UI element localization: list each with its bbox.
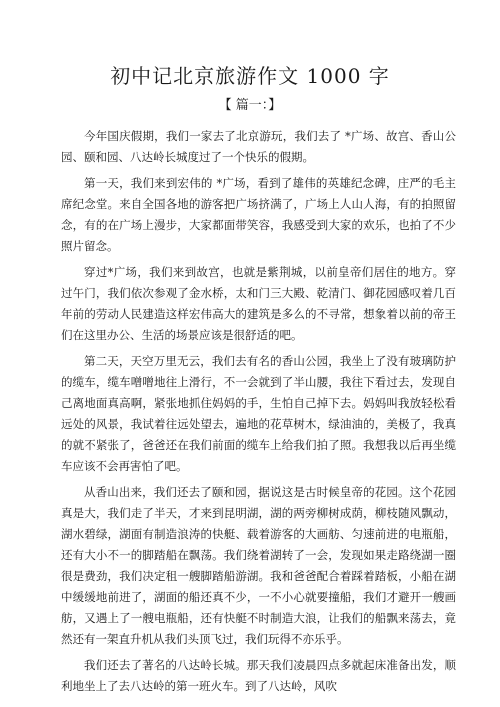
paragraph: 今年国庆假期，我们一家去了北京游玩，我们去了 *广场、故宫、香山公园、颐和园、八达岭长城度过了一个快乐的假期。 bbox=[61, 129, 456, 164]
paragraph: 第一天，我们来到宏伟的 *广场，看到了雄伟的英雄纪念碑，庄严的毛主席纪念堂。来自全国各地的游客把广场挤满了，广场上人山人海，有的拍照留念，有的在广场上漫步，大家都面带笑容，我感受到大家的欢乐，也拍了不少照片留念。 bbox=[61, 176, 456, 253]
paragraph: 穿过*广场，我们来到故宫，也就是紫荆城，以前皇帝们居住的地方。穿过午门，我们依次参观了金水桥，太和门三大殿、乾清门、御花园感叹着几百年前的劳动人民建造这样宏伟高大的建筑是多么的不寻常，想象着以前的帝王们在这里办公、生活的场景应该是很舒适的吧。 bbox=[61, 265, 456, 342]
paragraph: 第二天，天空万里无云，我们去有名的香山公园，我坐上了没有玻璃防护的缆车，缆车噌噌地往上滑行，不一会就到了半山腰，我往下看过去，发现自己离地面真高啊，紧张地抓住妈妈的手，生怕自己掉下去。妈妈叫我放轻松看远处的风景，我试着往远处望去，遍地的花草树木，绿油油的，美极了，我真的就不紧张了，爸爸还在我们前面的缆车上给我们拍了照。我想我以后再坐缆车应该不会再害怕了吧。 bbox=[61, 354, 456, 473]
document-body bbox=[61, 126, 456, 702]
paragraph: 从香山出来，我们还去了颐和园，据说这是古时候皇帝的花园。这个花园真是大，我们走了半天，才来到昆明湖，湖的两旁柳树成荫，柳枝随风飘动，湖水碧绿，湖面有制造浪涛的快艇、载着游客的大画舫、匀速前进的电瓶船，还有大小不一的脚踏船在飘荡。我们绕着湖转了一会，发现如果走路绕湖一圈很是费劲，我们决定租一艘脚踏船游湖。我和爸爸配合着踩着踏板，小船在湖中缓缓地前进了，湖面的船还真不少，一不小心就要撞船，我们才避开一艘画舫，又遇上了一艘电瓶船，还有快艇不时制造大浪，让我们的船飘来荡去，竟然还有一架直升机从我们头顶飞过，我们玩得不亦乐乎。 bbox=[61, 485, 456, 646]
paragraph: 我们还去了著名的八达岭长城。那天我们凌晨四点多就起床准备出发，顺利地坐上了去八达岭的第一班火车。到了八达岭，风吹 bbox=[61, 658, 456, 693]
document-title: 初中记北京旅游作文 1000 字 bbox=[110, 64, 390, 88]
section-label: 【 篇一：】 bbox=[218, 98, 282, 113]
